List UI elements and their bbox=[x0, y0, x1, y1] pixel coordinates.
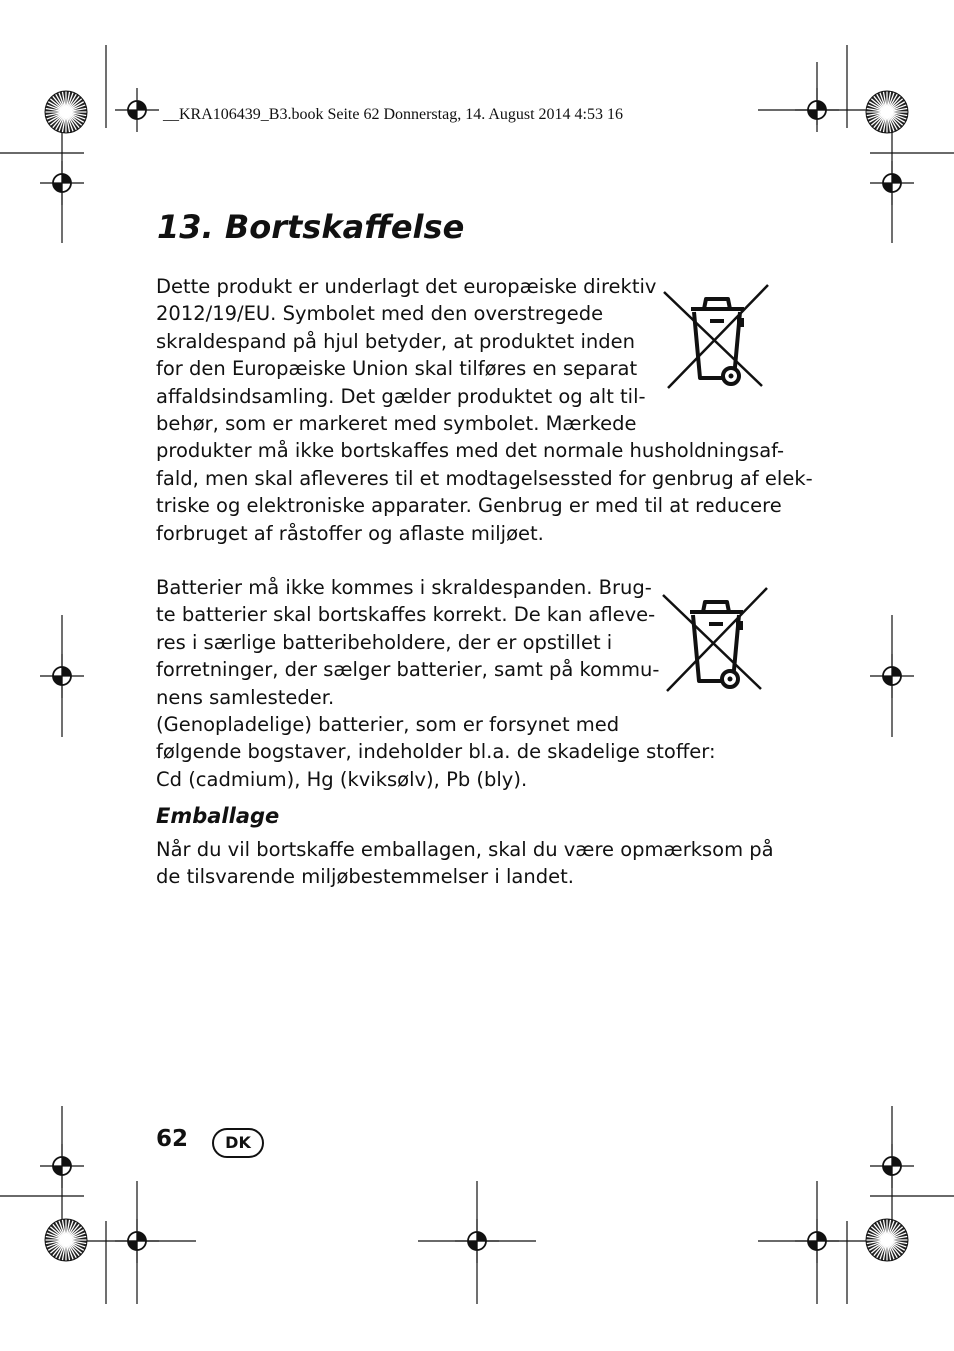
text-line: forbruget af råstoffer og aflaste miljøet. bbox=[156, 521, 544, 545]
packaging-paragraph bbox=[156, 836, 774, 891]
text-line: produkter må ikke bortskaffes med det normale husholdningsaf- bbox=[156, 439, 784, 463]
battery-bin-icon bbox=[657, 585, 769, 697]
text-line: behør, som er markeret med symbolet. Mærkede bbox=[156, 411, 637, 435]
text-line: Dette produkt er underlagt det europæiske direktiv bbox=[156, 275, 657, 298]
text-line: triske og elektroniske apparater. Genbrug er med til at reducere bbox=[156, 494, 782, 518]
section-title: 13. Bortskaffelse bbox=[157, 208, 465, 246]
color-target-icon bbox=[866, 91, 908, 133]
weee-bin-icon bbox=[658, 282, 770, 394]
text-line: Når du vil bortskaffe emballagen, skal du være opmærksom på bbox=[156, 838, 774, 861]
text-line: forretninger, der sælger batterier, samt på kommu- bbox=[156, 658, 660, 682]
text-line: de tilsvarende miljøbestemmelser i landet. bbox=[156, 865, 574, 889]
color-target-icon bbox=[866, 1219, 908, 1261]
page-number: 62 bbox=[156, 1126, 189, 1152]
text-line: res i særlige batteribeholdere, der er opstillet i bbox=[156, 630, 613, 654]
packaging-heading: Emballage bbox=[156, 804, 280, 828]
text-line: (Genopladelige) batterier, som er forsynet med bbox=[156, 712, 620, 736]
text-line: for den Europæiske Union skal tilføres en separat bbox=[156, 357, 638, 381]
text-line: 2012/19/EU. Symbolet med den overstregede bbox=[156, 302, 604, 326]
text-line: nens samlesteder. bbox=[156, 685, 335, 709]
text-line: te batterier skal bortskaffes korrekt. De kan afleve- bbox=[156, 603, 656, 627]
text-line: fald, men skal afleveres til et modtagelsessted for genbrug af elek- bbox=[156, 466, 813, 490]
text-line: Cd (cadmium), Hg (kviksølv), Pb (bly). bbox=[156, 767, 528, 791]
country-badge: DK bbox=[212, 1128, 264, 1158]
text-line: Batterier må ikke kommes i skraldespanden. Brug- bbox=[156, 576, 652, 599]
text-line: følgende bogstaver, indeholder bl.a. de skadelige stoffer: bbox=[156, 740, 716, 764]
color-target-icon bbox=[45, 1219, 87, 1261]
registration-mark-icon bbox=[115, 88, 159, 132]
battery-paragraph bbox=[156, 574, 716, 793]
print-header: __KRA106439_B3.book Seite 62 Donnerstag, 14. August 2014 4:53 16 bbox=[163, 106, 623, 123]
text-line: affaldsindsamling. Det gælder produktet og alt til- bbox=[156, 384, 646, 408]
color-target-icon bbox=[45, 91, 87, 133]
text-line: skraldespand på hjul betyder, at produktet inden bbox=[156, 329, 635, 353]
